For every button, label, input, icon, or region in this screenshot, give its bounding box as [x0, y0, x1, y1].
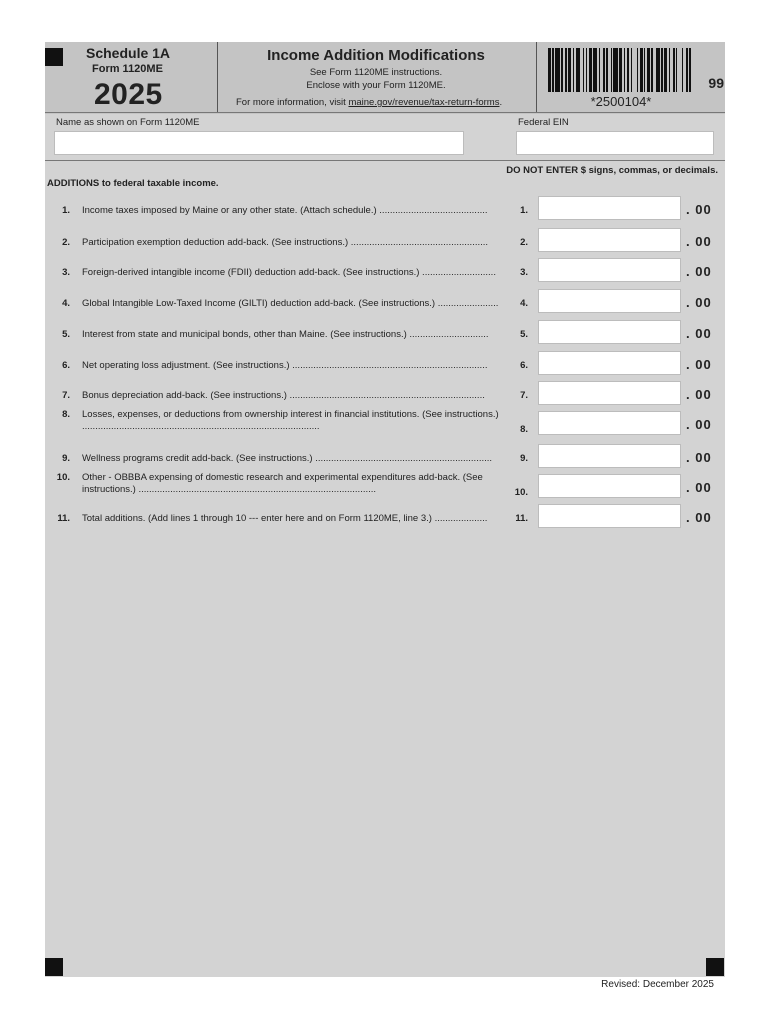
section-heading: ADDITIONS to federal taxable income. [47, 178, 219, 189]
header-bottom-rule [45, 112, 725, 113]
line-description: Foreign-derived intangible income (FDII) deduction add-back. (See instructions.) ............................ [82, 267, 496, 278]
line-description: Net operating loss adjustment. (See instructions.) .......................................................................... [82, 360, 488, 371]
ein-field[interactable] [516, 131, 714, 155]
line-number: 9. [62, 453, 70, 464]
line-number: 1. [62, 205, 70, 216]
line-number: 10. [56, 472, 70, 483]
line-description: Bonus depreciation add-back. (See instructions.) .......................................................................... [82, 390, 485, 401]
line-number: 2. [62, 237, 70, 248]
amount-input-line-10[interactable] [538, 474, 681, 498]
cents-suffix: . 00 [686, 295, 712, 310]
instructions-note: See Form 1120ME instructions. [309, 67, 443, 78]
ein-label: Federal EIN [518, 117, 569, 128]
line-description: Global Intangible Low-Taxed Income (GILTI) deduction add-back. (See instructions.) ....................... [82, 298, 499, 309]
more-info-link[interactable]: maine.gov/revenue/tax-return-forms [348, 97, 500, 108]
amount-input-line-6[interactable] [538, 351, 681, 375]
line-reference: 9. [504, 453, 528, 464]
more-info-suffix: . [499, 97, 503, 108]
amount-input-line-8[interactable] [538, 411, 681, 435]
line-number: 11. [57, 513, 70, 524]
cents-suffix: . 00 [686, 234, 712, 249]
amount-input-line-7[interactable] [538, 381, 681, 405]
barcode-graphic [548, 48, 694, 92]
line-reference: 10. [504, 487, 528, 498]
cents-suffix: . 00 [686, 480, 712, 495]
cents-suffix: . 00 [686, 387, 712, 402]
amount-input-line-9[interactable] [538, 444, 681, 468]
barcode-gap [691, 48, 694, 92]
line-description: Income taxes imposed by Maine or any other state. (Attach schedule.) ......................................... [82, 205, 488, 216]
form-number: Form 1120ME [92, 63, 163, 75]
amount-input-line-1[interactable] [538, 196, 681, 220]
do-not-enter-note: DO NOT ENTER $ signs, commas, or decimals. [506, 165, 718, 176]
more-info-text [236, 97, 526, 108]
line-description: Participation exemption deduction add-back. (See instructions.) .................................................... [82, 237, 489, 248]
revised-date: Revised: December 2025 [601, 979, 714, 990]
line-reference: 7. [504, 390, 528, 401]
header-divider-right [536, 42, 537, 112]
amount-input-line-11[interactable] [538, 504, 681, 528]
line-reference: 11. [504, 513, 528, 524]
schedule-title: Schedule 1A [86, 45, 171, 61]
line-description: Total additions. (Add lines 1 through 10 --- enter here and on Form 1120ME, line 3.) .................... [82, 513, 488, 524]
line-description: Interest from state and municipal bonds, other than Maine. (See instructions.) .............................. [82, 329, 489, 340]
line-reference: 5. [504, 329, 528, 340]
line-number: 8. [62, 409, 70, 420]
header-divider-left [217, 42, 218, 112]
more-info-prefix: For more information, visit [236, 97, 349, 108]
line-reference: 1. [504, 205, 528, 216]
line-reference: 4. [504, 298, 528, 309]
line-number: 5. [62, 329, 70, 340]
line-description: Wellness programs credit add-back. (See instructions.) ................................................................... [82, 453, 493, 464]
line-description: Losses, expenses, or deductions from ownership interest in financial institutions. (See instructions.) .......................................................................................... [82, 409, 499, 432]
enclose-note: Enclose with your Form 1120ME. [306, 80, 446, 91]
registration-mark-bottom-left [45, 958, 63, 976]
line-number: 3. [62, 267, 70, 278]
registration-mark-bottom-right [706, 958, 724, 976]
amount-input-line-5[interactable] [538, 320, 681, 344]
tax-year: 2025 [94, 78, 163, 111]
line-number: 6. [62, 360, 70, 371]
amount-input-line-2[interactable] [538, 228, 681, 252]
page-code: 99 [708, 75, 724, 91]
amount-input-line-3[interactable] [538, 258, 681, 282]
form-title: Income Addition Modifications [267, 47, 485, 64]
cents-suffix: . 00 [686, 264, 712, 279]
registration-mark-top-left [45, 48, 63, 66]
barcode-number: *2500104* [590, 94, 652, 109]
cents-suffix: . 00 [686, 510, 712, 525]
name-field[interactable] [54, 131, 464, 155]
line-reference: 2. [504, 237, 528, 248]
amount-input-line-4[interactable] [538, 289, 681, 313]
line-reference: 8. [504, 424, 528, 435]
cents-suffix: . 00 [686, 417, 712, 432]
name-label: Name as shown on Form 1120ME [56, 117, 200, 128]
cents-suffix: . 00 [686, 450, 712, 465]
cents-suffix: . 00 [686, 357, 712, 372]
cents-suffix: . 00 [686, 202, 712, 217]
fields-bottom-rule [45, 160, 725, 161]
line-number: 4. [62, 298, 70, 309]
line-reference: 3. [504, 267, 528, 278]
line-description: Other - OBBBA expensing of domestic research and experimental expenditures add-back. (See instructions.) .......................................................................................... [82, 472, 483, 495]
line-reference: 6. [504, 360, 528, 371]
line-number: 7. [62, 390, 70, 401]
cents-suffix: . 00 [686, 326, 712, 341]
